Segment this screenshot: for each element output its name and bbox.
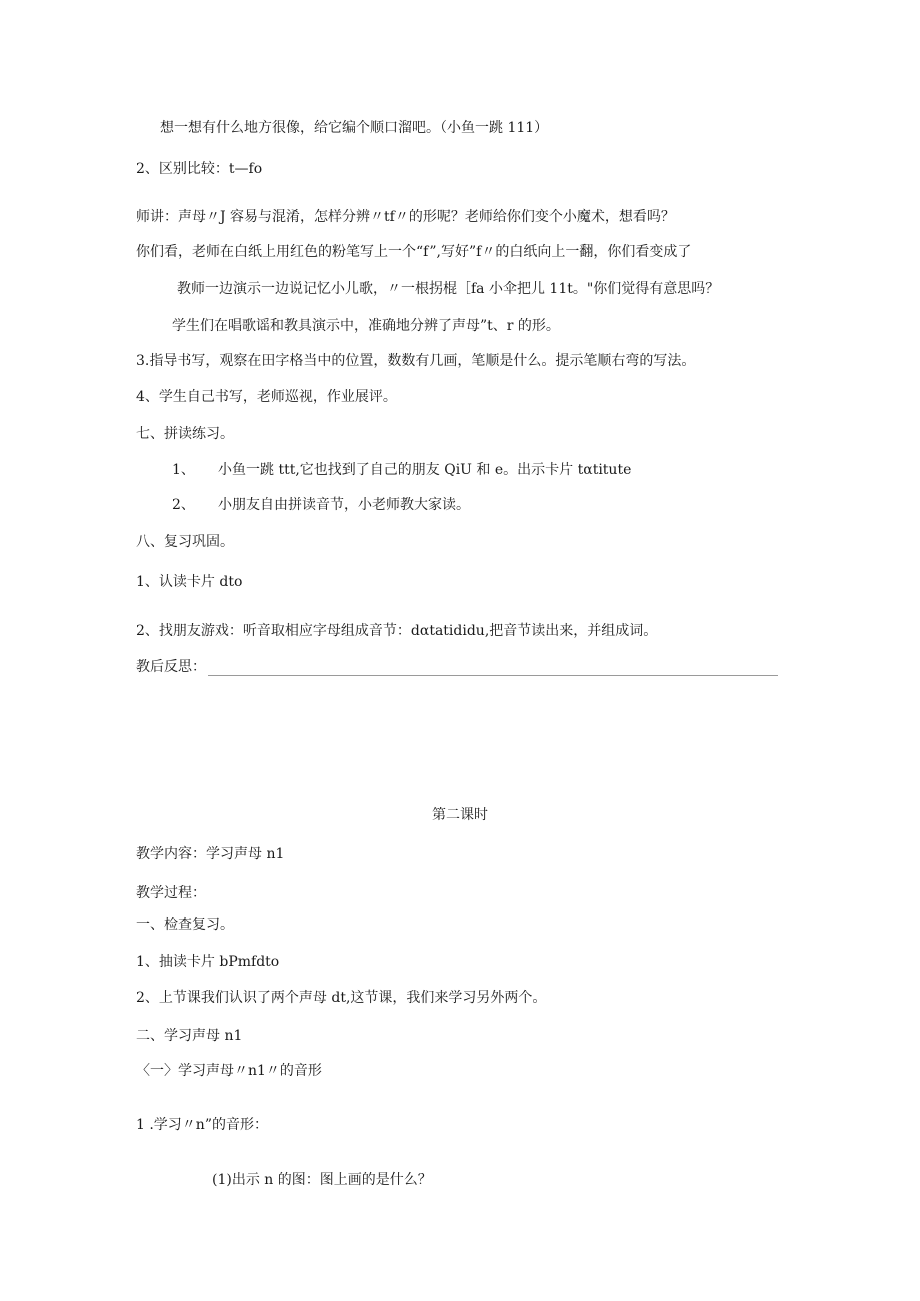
section-item: 1、抽读卡片 bPmfdto <box>136 954 280 970</box>
section-item: 4、学生自己书写，老师巡视，作业展评。 <box>136 389 397 405</box>
text-line: 想一想有什么地方很像，给它编个顺口溜吧。（小鱼一跳 111） <box>160 120 549 136</box>
list-item-text: 小鱼一跳 ttt,它也找到了自己的朋友 QiU 和 e。出示卡片 tαtitute <box>218 462 632 478</box>
list-item-number: 1、 <box>172 462 195 478</box>
section-heading: 一、检查复习。 <box>136 917 234 933</box>
section-heading: 八、复习巩固。 <box>136 534 234 550</box>
section-item: 2、区别比较：t—fo <box>136 161 263 177</box>
section-item: 2、找朋友游戏：听音取相应字母组成音节：dαtatididu,把音节读出来，并组成词。 <box>136 623 658 639</box>
text-line: 教师一边演示一边说记忆小儿歌，〃一根拐棍［fa 小伞把儿 11t。"你们觉得有意思吗？ <box>177 281 720 297</box>
section-item: 2、上节课我们认识了两个声母 dt,这节课，我们来学习另外两个。 <box>136 990 547 1006</box>
section-item: 1、认读卡片 dto <box>136 574 243 590</box>
lesson-title: 第二课时 <box>432 807 488 823</box>
section-item: 1 .学习〃n”的音形： <box>136 1117 268 1133</box>
reflection-underline <box>208 675 778 676</box>
text-line: 你们看，老师在白纸上用红色的粉笔写上一个“f”,写好”f〃的白纸向上一翻，你们看变成了 <box>136 244 692 260</box>
list-item-text: 小朋友自由拼读音节，小老师教大家读。 <box>218 497 470 513</box>
text-line: 师讲：声母〃J 容易与混淆，怎样分辨〃tf〃的形呢？老师给你们变个小魔术，想看吗？ <box>136 209 675 225</box>
section-item: 3.指导书写，观察在田字格当中的位置，数数有几画，笔顺是什么。提示笔顺右弯的写法。 <box>136 353 696 369</box>
text-line: (1)出示 n 的图：图上画的是什么？ <box>212 1172 432 1188</box>
text-line: 学生们在唱歌谣和教具演示中，准确地分辨了声母”t、r 的形。 <box>172 318 560 334</box>
text-line: 教学内容：学习声母 n1 <box>136 846 285 862</box>
reflection-label: 教后反思： <box>136 659 206 675</box>
text-line: 教学过程： <box>136 885 206 901</box>
section-heading: 二、学习声母 n1 <box>136 1028 243 1044</box>
list-item-number: 2、 <box>172 497 195 513</box>
section-heading: 七、拼读练习。 <box>136 426 234 442</box>
sub-heading: 〈一〉学习声母〃n1〃的音形 <box>136 1063 322 1079</box>
